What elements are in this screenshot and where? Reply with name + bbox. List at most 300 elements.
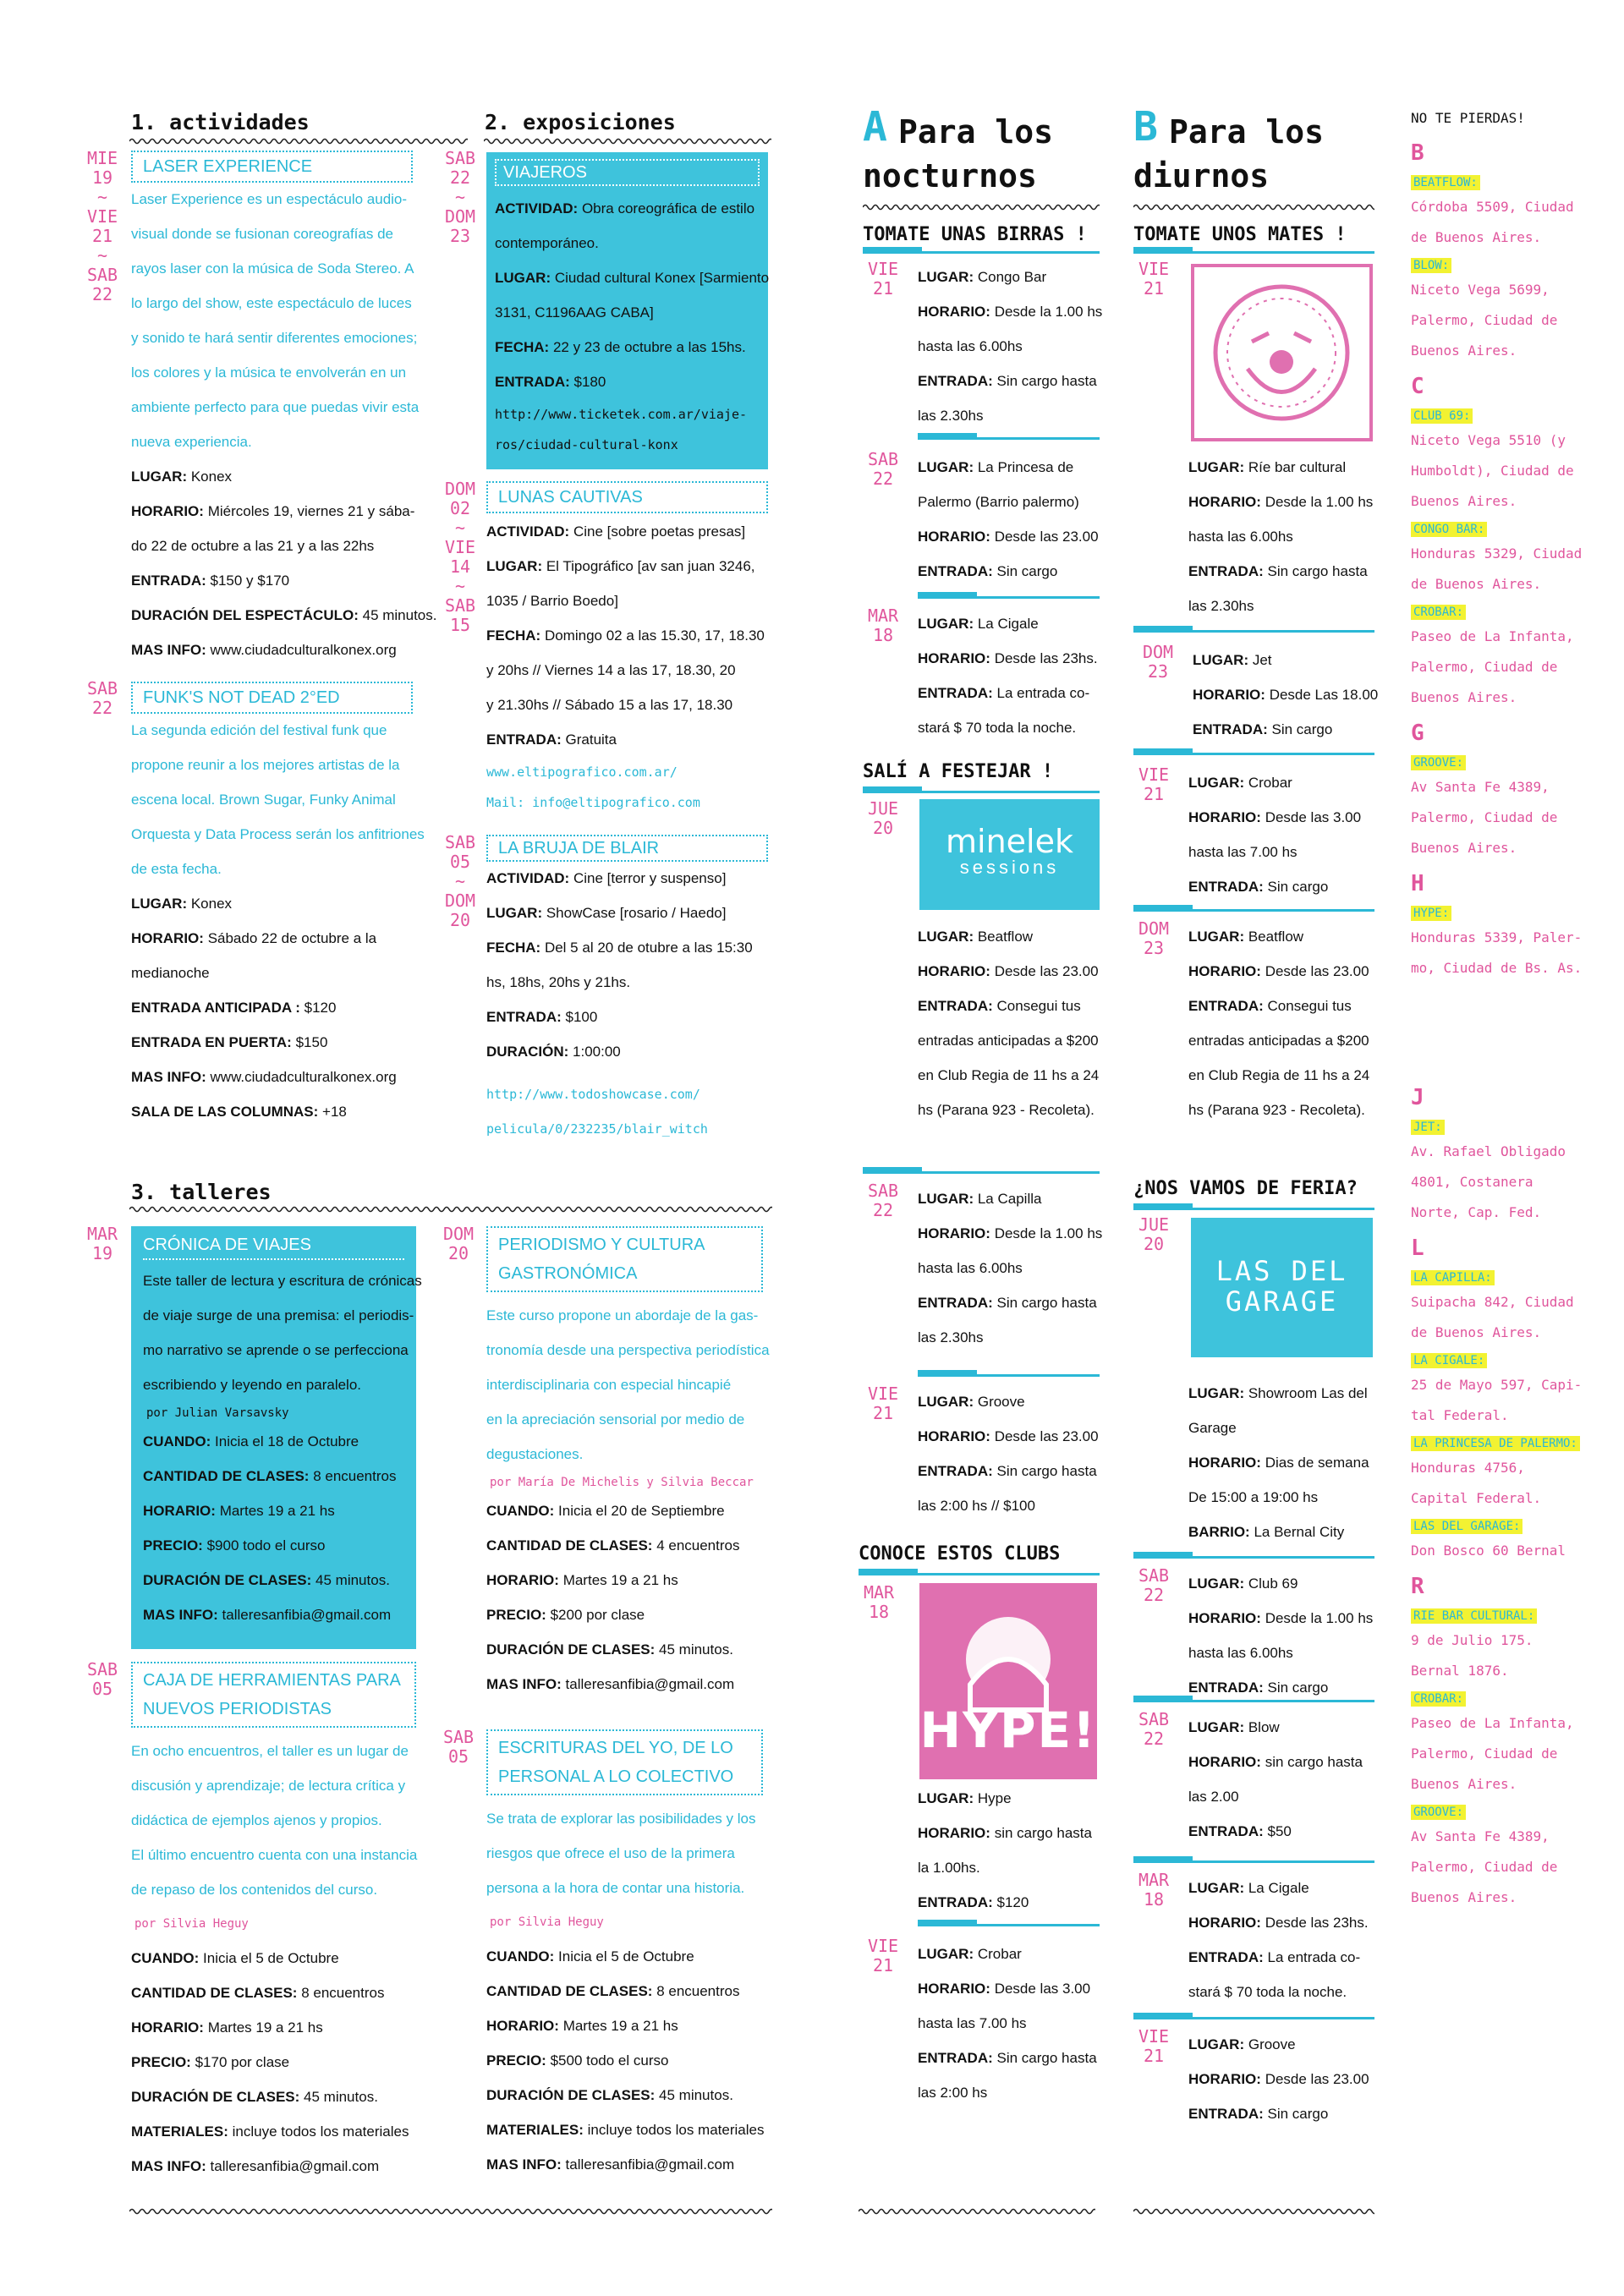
divider-line xyxy=(918,437,1100,440)
sidebar-venue xyxy=(1411,1519,1597,1534)
event-date xyxy=(1133,765,1174,804)
field-label: HORARIO: xyxy=(1188,2071,1261,2087)
venue-address: de Buenos Aires. xyxy=(1411,229,1542,245)
venue-name: LA CAPILLA: xyxy=(1411,1270,1495,1285)
field-label: LUGAR: xyxy=(1188,459,1245,475)
field-label: ENTRADA: xyxy=(495,374,570,390)
venue-address: Palermo, Ciudad de xyxy=(1411,312,1558,328)
date-part: 21 xyxy=(872,1955,894,1975)
event-body xyxy=(486,1801,791,2182)
heading-line: Para los xyxy=(898,113,1054,151)
field-value: Inicia el 5 de Octubre xyxy=(558,1948,694,1964)
field-line xyxy=(495,330,760,364)
event-date xyxy=(863,606,903,645)
field-value: Inicia el 20 de Septiembre xyxy=(558,1503,725,1519)
field-line xyxy=(486,1528,791,1563)
field-label: SALA DE LAS COLUMNAS: xyxy=(131,1104,319,1120)
field-value: Obra coreográfica de estilo xyxy=(581,200,755,216)
field-label: MAS INFO: xyxy=(486,2156,562,2173)
field-label: ENTRADA: xyxy=(918,998,993,1014)
venue-address: Buenos Aires. xyxy=(1411,840,1517,856)
field-line xyxy=(1188,1636,1383,1670)
field-line xyxy=(1188,1940,1383,1975)
desc-line: lo largo del show, este espectáculo de luces xyxy=(131,295,412,311)
sidebar-letter: H xyxy=(1411,871,1424,896)
wavy-divider-bottom xyxy=(1133,2207,1374,2216)
field-label: HORARIO: xyxy=(1193,687,1265,703)
smiley-illustration xyxy=(1194,267,1369,438)
date-part: SAB xyxy=(867,1181,899,1201)
event-date xyxy=(863,1384,903,1423)
las-del-garage-logo xyxy=(1191,1218,1373,1357)
field-label: HORARIO: xyxy=(1188,1455,1261,1471)
date-part: 14 xyxy=(449,556,471,577)
field-label: MAS INFO: xyxy=(131,2158,206,2174)
field-value: $900 todo el curso xyxy=(206,1537,326,1553)
divider-line xyxy=(918,1374,1100,1377)
venue-address: Córdoba 5509, Ciudad xyxy=(1411,199,1574,215)
date-part: 20 xyxy=(1143,1234,1165,1254)
field-label: FECHA: xyxy=(495,339,550,355)
field-value: Dias de semana xyxy=(1265,1455,1369,1471)
field-value: Jet xyxy=(1252,652,1272,668)
venue-event xyxy=(1188,765,1383,904)
field-line xyxy=(918,2075,1112,2110)
column-heading-b xyxy=(1133,103,1387,198)
venue-event xyxy=(918,606,1112,745)
field-label: CUANDO: xyxy=(131,1950,200,1966)
field-label: ACTIVIDAD: xyxy=(495,200,579,216)
date-part: ~ xyxy=(96,245,108,266)
heading-letter: B xyxy=(1133,103,1158,151)
divider-line xyxy=(1133,630,1374,633)
field-line xyxy=(918,606,1112,641)
field-line xyxy=(918,1781,1112,1816)
field-line xyxy=(131,990,469,1025)
date-part: 02 xyxy=(449,498,471,518)
field-line xyxy=(486,688,791,722)
field-value: Desde la 1.00 hs xyxy=(1265,1610,1374,1626)
date-part: SAB xyxy=(1138,1565,1170,1586)
field-line xyxy=(1188,765,1383,800)
event-date xyxy=(438,1225,479,1263)
field-value: 3131, C1196AAG CABA] xyxy=(495,304,654,321)
date-part: 05 xyxy=(91,1679,113,1699)
field-value: Konex xyxy=(190,896,233,912)
field-line xyxy=(1188,1814,1383,1849)
event-url: www.eltipografico.com.ar/ xyxy=(486,764,678,780)
field-value: 1:00:00 xyxy=(573,1044,621,1060)
field-line xyxy=(1188,1093,1383,1127)
field-line xyxy=(918,450,1112,485)
field-line xyxy=(143,1459,404,1493)
venue-address: de Buenos Aires. xyxy=(1411,576,1542,592)
event-cyan-box xyxy=(486,152,768,469)
field-value: $200 por clase xyxy=(550,1607,645,1623)
event-date xyxy=(82,679,123,718)
venue-address: Capital Federal. xyxy=(1411,1490,1542,1506)
field-label: LUGAR: xyxy=(918,616,974,632)
title-line: GASTRONÓMICA xyxy=(498,1264,638,1283)
desc-line: escena local. Brown Sugar, Funky Animal xyxy=(131,792,396,808)
field-line xyxy=(486,1632,791,1667)
field-label: LUGAR: xyxy=(918,1790,974,1806)
field-label: LUGAR: xyxy=(1188,1575,1245,1592)
field-value: en Club Regia de 11 hs a 24 xyxy=(918,1067,1100,1083)
sidebar-venue xyxy=(1411,175,1597,190)
field-value: Martes 19 a 21 hs xyxy=(219,1503,335,1519)
field-value: Cine [terror y suspenso] xyxy=(573,870,727,886)
field-label: HORARIO: xyxy=(918,1981,990,1997)
venue-event xyxy=(918,450,1112,589)
field-label: ENTRADA: xyxy=(918,1894,993,1910)
field-value: Blow xyxy=(1248,1719,1280,1735)
field-value: talleresanfibia@gmail.com xyxy=(565,1676,735,1692)
field-label: LUGAR: xyxy=(131,896,188,912)
field-line xyxy=(486,618,791,653)
field-line xyxy=(918,1816,1112,1850)
date-part: 19 xyxy=(91,1243,113,1263)
venue-event xyxy=(1188,1871,1383,2009)
field-line xyxy=(918,1850,1112,1885)
venue-name: CLUB 69: xyxy=(1411,408,1473,424)
date-part: 22 xyxy=(91,698,113,718)
desc-line: de esta fecha. xyxy=(131,861,222,877)
venue-address: Buenos Aires. xyxy=(1411,1776,1517,1792)
field-label: BARRIO: xyxy=(1188,1524,1250,1540)
field-label: ENTRADA: xyxy=(918,1463,993,1479)
event-title xyxy=(131,1662,416,1728)
field-label: MAS INFO: xyxy=(486,1676,562,1692)
venue-name: GROOVE: xyxy=(1411,1805,1466,1820)
field-value: 22 y 23 de octubre a las 15hs. xyxy=(552,339,746,355)
field-value: Desde las 23.00 xyxy=(1265,963,1369,979)
divider-line xyxy=(863,791,1100,793)
desc-line: mo narrativo se aprende o se perfecciona xyxy=(143,1342,409,1358)
field-value: Sin cargo hasta xyxy=(996,1463,1097,1479)
field-value: las 2.30hs xyxy=(918,408,984,424)
field-value: $170 por clase xyxy=(195,2054,290,2070)
date-part: JUE xyxy=(867,798,899,819)
field-value: La Princesa de xyxy=(977,459,1074,475)
field-line xyxy=(131,459,469,494)
desc-line: los colores y la música te envolverán en un xyxy=(131,364,407,381)
field-line xyxy=(1188,2062,1383,2096)
field-value: Sin cargo hasta xyxy=(996,373,1097,389)
field-value: hasta las 7.00 hs xyxy=(1188,844,1298,860)
field-label: HORARIO: xyxy=(131,2019,204,2036)
heading-letter: A xyxy=(863,103,887,151)
field-line xyxy=(1188,1445,1383,1480)
venue-address: Don Bosco 60 Bernal xyxy=(1411,1543,1566,1559)
date-part: 22 xyxy=(91,284,113,304)
field-value: Sábado 22 de octubre a la xyxy=(207,930,377,946)
field-line xyxy=(1188,1480,1383,1515)
event-date xyxy=(82,149,123,304)
date-part: SAB xyxy=(442,1727,475,1747)
sidebar-letter: B xyxy=(1411,140,1424,166)
field-label: ENTRADA: xyxy=(1193,721,1268,737)
field-line xyxy=(1188,2027,1383,2062)
field-line xyxy=(131,1060,469,1094)
field-value: $120 xyxy=(304,1000,337,1016)
desc-line: de repaso de los contenidos del curso. xyxy=(131,1882,378,1898)
field-line xyxy=(131,529,469,563)
field-label: HORARIO: xyxy=(143,1503,216,1519)
field-label: LUGAR: xyxy=(1188,1719,1245,1735)
field-line xyxy=(486,1974,791,2008)
event-date xyxy=(1138,643,1178,682)
field-value: Desde Las 18.00 xyxy=(1269,687,1379,703)
sidebar-venue xyxy=(1411,1270,1597,1285)
field-line xyxy=(486,965,791,1000)
field-value: Desde la 1.00 hs xyxy=(1265,494,1374,510)
event-date xyxy=(1133,1871,1174,1910)
field-line xyxy=(1188,1566,1383,1601)
field-line xyxy=(131,2080,469,2114)
sidebar-no-te-pierdas xyxy=(1411,110,1597,1913)
logo-text: HYPE! xyxy=(919,1701,1097,1759)
field-line xyxy=(1188,1871,1383,1905)
sidebar-venue xyxy=(1411,605,1597,620)
field-value: Desde las 23hs. xyxy=(994,650,1098,666)
field-label: HORARIO: xyxy=(1188,494,1261,510)
field-value: hs (Parana 923 - Recoleta). xyxy=(1188,1102,1365,1118)
field-label: LUGAR: xyxy=(918,1946,974,1962)
field-line xyxy=(131,1975,469,2010)
date-part: 21 xyxy=(1143,278,1165,299)
field-label: LUGAR: xyxy=(1188,2036,1245,2052)
field-value: 45 minutos. xyxy=(659,2087,733,2103)
venue-event xyxy=(1188,1566,1383,1705)
field-label: MATERIALES: xyxy=(486,2122,584,2138)
field-label: PRECIO: xyxy=(486,2052,546,2069)
desc-line: Este curso propone un abordaje de la gas- xyxy=(486,1307,759,1323)
event-title: LASER EXPERIENCE xyxy=(131,151,413,183)
event-byline: por Silvia Heguy xyxy=(134,1917,249,1931)
field-value: sin cargo hasta xyxy=(994,1825,1092,1841)
date-part: MAR xyxy=(863,1582,895,1603)
sidebar-letter: J xyxy=(1411,1085,1424,1110)
wavy-divider xyxy=(129,1205,772,1214)
field-label: MAS INFO: xyxy=(131,1069,206,1085)
field-line xyxy=(486,514,791,549)
field-value: 8 encuentros xyxy=(301,1985,385,2001)
field-line xyxy=(918,676,1112,710)
field-value: y 20hs // Viernes 14 a las 17, 18.30, 20 xyxy=(486,662,736,678)
field-line xyxy=(918,329,1112,364)
field-value: Consegui tus xyxy=(1267,998,1352,1014)
date-part: 22 xyxy=(1143,1585,1165,1605)
field-line xyxy=(918,954,1112,989)
field-value: medianoche xyxy=(131,965,210,981)
sidebar-venue xyxy=(1411,906,1597,921)
event-url: Mail: info@eltipografico.com xyxy=(486,795,700,810)
field-value: Inicia el 5 de Octubre xyxy=(203,1950,339,1966)
field-label: HORARIO: xyxy=(1188,1754,1261,1770)
date-part: 05 xyxy=(447,1746,469,1767)
field-value: 45 minutos. xyxy=(659,1641,733,1658)
field-line xyxy=(486,1034,791,1069)
divider-line xyxy=(859,1573,1100,1575)
subheading: SALÍ A FESTEJAR ! xyxy=(863,761,1054,782)
event-url: ros/ciudad-cultural-konx xyxy=(495,437,678,452)
field-label: HORARIO: xyxy=(1188,809,1261,825)
field-line xyxy=(1188,1023,1383,1058)
field-line xyxy=(1188,1058,1383,1093)
event-date xyxy=(863,260,903,299)
field-value: Inicia el 18 de Octubre xyxy=(215,1433,359,1449)
field-value: ShowCase [rosario / Haedo] xyxy=(546,905,727,921)
divider-line xyxy=(918,596,1100,599)
field-value: Crobar xyxy=(977,1946,1022,1962)
event-date xyxy=(1133,2027,1174,2066)
subheading: CONOCE ESTOS CLUBS xyxy=(859,1543,1061,1564)
date-part: 22 xyxy=(872,1200,894,1220)
event-cyan-box xyxy=(131,1226,422,1649)
event-date xyxy=(859,1583,899,1622)
field-value: De 15:00 a 19:00 hs xyxy=(1188,1489,1319,1505)
field-value: en Club Regia de 11 hs a 24 xyxy=(1188,1067,1370,1083)
sidebar-letter: L xyxy=(1411,1236,1424,1261)
field-line xyxy=(918,989,1112,1023)
venue-address: Suipacha 842, Ciudad xyxy=(1411,1294,1574,1310)
desc-line: tronomía desde una perspectiva periodística xyxy=(486,1342,770,1358)
field-value: $100 xyxy=(565,1009,598,1025)
field-line xyxy=(131,2114,469,2149)
date-part: MAR xyxy=(867,606,899,626)
venue-address: Paseo de La Infanta, xyxy=(1411,1715,1574,1731)
field-value: y 21.30hs // Sábado 15 a las 17, 18.30 xyxy=(486,697,733,713)
venue-name: LAS DEL GARAGE: xyxy=(1411,1519,1522,1534)
field-value: hasta las 6.00hs xyxy=(1188,1645,1293,1661)
venue-name: JET: xyxy=(1411,1120,1445,1135)
date-part: SAB xyxy=(867,449,899,469)
field-line xyxy=(143,1563,404,1597)
field-value: hasta las 6.00hs xyxy=(918,338,1023,354)
desc-line: y sonido te hará sentir diferentes emociones; xyxy=(131,330,418,346)
event-byline: por Silvia Heguy xyxy=(490,1915,604,1929)
field-value: La Cigale xyxy=(977,616,1039,632)
event-url: http://www.ticketek.com.ar/viaje- xyxy=(495,407,748,422)
field-label: LUGAR: xyxy=(918,929,974,945)
field-label: LUGAR: xyxy=(131,469,188,485)
sidebar-venue xyxy=(1411,522,1597,537)
field-line xyxy=(1188,1779,1383,1814)
field-value: Congo Bar xyxy=(977,269,1047,285)
field-value: +18 xyxy=(322,1104,347,1120)
field-label: ENTRADA: xyxy=(918,1295,993,1311)
field-label: LUGAR: xyxy=(1188,929,1245,945)
field-label: ENTRADA: xyxy=(1188,563,1264,579)
field-value: las 2.00 xyxy=(1188,1789,1239,1805)
field-label: HORARIO: xyxy=(918,304,990,320)
date-part: DOM xyxy=(444,479,476,499)
field-label: HORARIO: xyxy=(486,1572,559,1588)
desc-line: Laser Experience es un espectáculo audio- xyxy=(131,191,408,207)
field-line xyxy=(918,1058,1112,1093)
divider-line xyxy=(863,251,1100,254)
date-part: SAB xyxy=(86,1659,118,1680)
minelek-logo xyxy=(919,799,1100,910)
title-line: PERSONAL A LO COLECTIVO xyxy=(498,1767,734,1786)
field-line xyxy=(486,861,791,896)
venue-address: Niceto Vega 5510 (y xyxy=(1411,432,1566,448)
field-line xyxy=(495,191,760,226)
field-value: talleresanfibia@gmail.com xyxy=(210,2158,380,2174)
field-line xyxy=(1188,485,1383,519)
field-line xyxy=(495,226,760,260)
field-line xyxy=(918,1285,1112,1320)
field-label: CANTIDAD DE CLASES: xyxy=(131,1985,298,2001)
field-line xyxy=(1193,677,1387,712)
divider-line xyxy=(1133,1556,1374,1559)
divider-line xyxy=(1133,1700,1374,1702)
venue-address: Niceto Vega 5699, xyxy=(1411,282,1550,298)
field-line xyxy=(495,364,760,399)
desc-line: de viaje surge de una premisa: el periodis- xyxy=(143,1307,414,1323)
venue-address: tal Federal. xyxy=(1411,1407,1509,1423)
venue-address: Av Santa Fe 4389, xyxy=(1411,1828,1550,1844)
venue-event xyxy=(1193,643,1387,747)
field-line xyxy=(486,1493,791,1528)
field-label: HORARIO: xyxy=(486,2018,559,2034)
field-value: Sin cargo xyxy=(1271,721,1333,737)
venue-name: GROOVE: xyxy=(1411,755,1466,770)
field-line xyxy=(1188,1905,1383,1940)
field-line xyxy=(131,921,469,956)
date-part: 21 xyxy=(872,1403,894,1423)
field-label: ENTRADA: xyxy=(1188,998,1264,1014)
event-date xyxy=(82,1660,123,1699)
sidebar-venue xyxy=(1411,1436,1597,1451)
field-value: Desde las 23hs. xyxy=(1265,1915,1369,1931)
venue-address: 4801, Costanera xyxy=(1411,1174,1533,1190)
field-line xyxy=(131,563,469,598)
field-line xyxy=(918,1488,1112,1523)
field-label: LUGAR: xyxy=(495,270,551,286)
venue-address: Humboldt), Ciudad de xyxy=(1411,463,1574,479)
field-line xyxy=(918,919,1112,954)
date-part: 22 xyxy=(872,469,894,489)
field-value: Domingo 02 a las 15.30, 17, 18.30 xyxy=(544,627,765,644)
sidebar-venue xyxy=(1411,1805,1597,1820)
desc-line: El último encuentro cuenta con una instancia xyxy=(131,1847,418,1863)
field-value: Sin cargo hasta xyxy=(996,1295,1097,1311)
date-part: 19 xyxy=(91,167,113,188)
venue-address: Buenos Aires. xyxy=(1411,689,1517,705)
sidebar-venue xyxy=(1411,258,1597,273)
event-date xyxy=(440,833,480,930)
divider-line xyxy=(1133,1208,1374,1210)
field-label: ENTRADA ANTICIPADA : xyxy=(131,1000,300,1016)
field-label: LUGAR: xyxy=(486,905,543,921)
field-line xyxy=(918,485,1112,519)
field-line xyxy=(1188,1411,1383,1445)
field-value: Beatflow xyxy=(1248,929,1304,945)
venue-name: CONGO BAR: xyxy=(1411,522,1487,537)
field-line xyxy=(143,1424,404,1459)
date-part: ~ xyxy=(454,871,466,891)
field-value: hasta las 7.00 hs xyxy=(918,2015,1027,2031)
venue-event xyxy=(918,1781,1112,1920)
desc-line: degustaciones. xyxy=(486,1446,584,1462)
event-title xyxy=(486,1729,763,1795)
field-line xyxy=(918,1216,1112,1251)
field-value: hasta las 6.00hs xyxy=(918,1260,1023,1276)
event-body xyxy=(486,861,791,1147)
field-label: HORARIO: xyxy=(1188,1610,1261,1626)
